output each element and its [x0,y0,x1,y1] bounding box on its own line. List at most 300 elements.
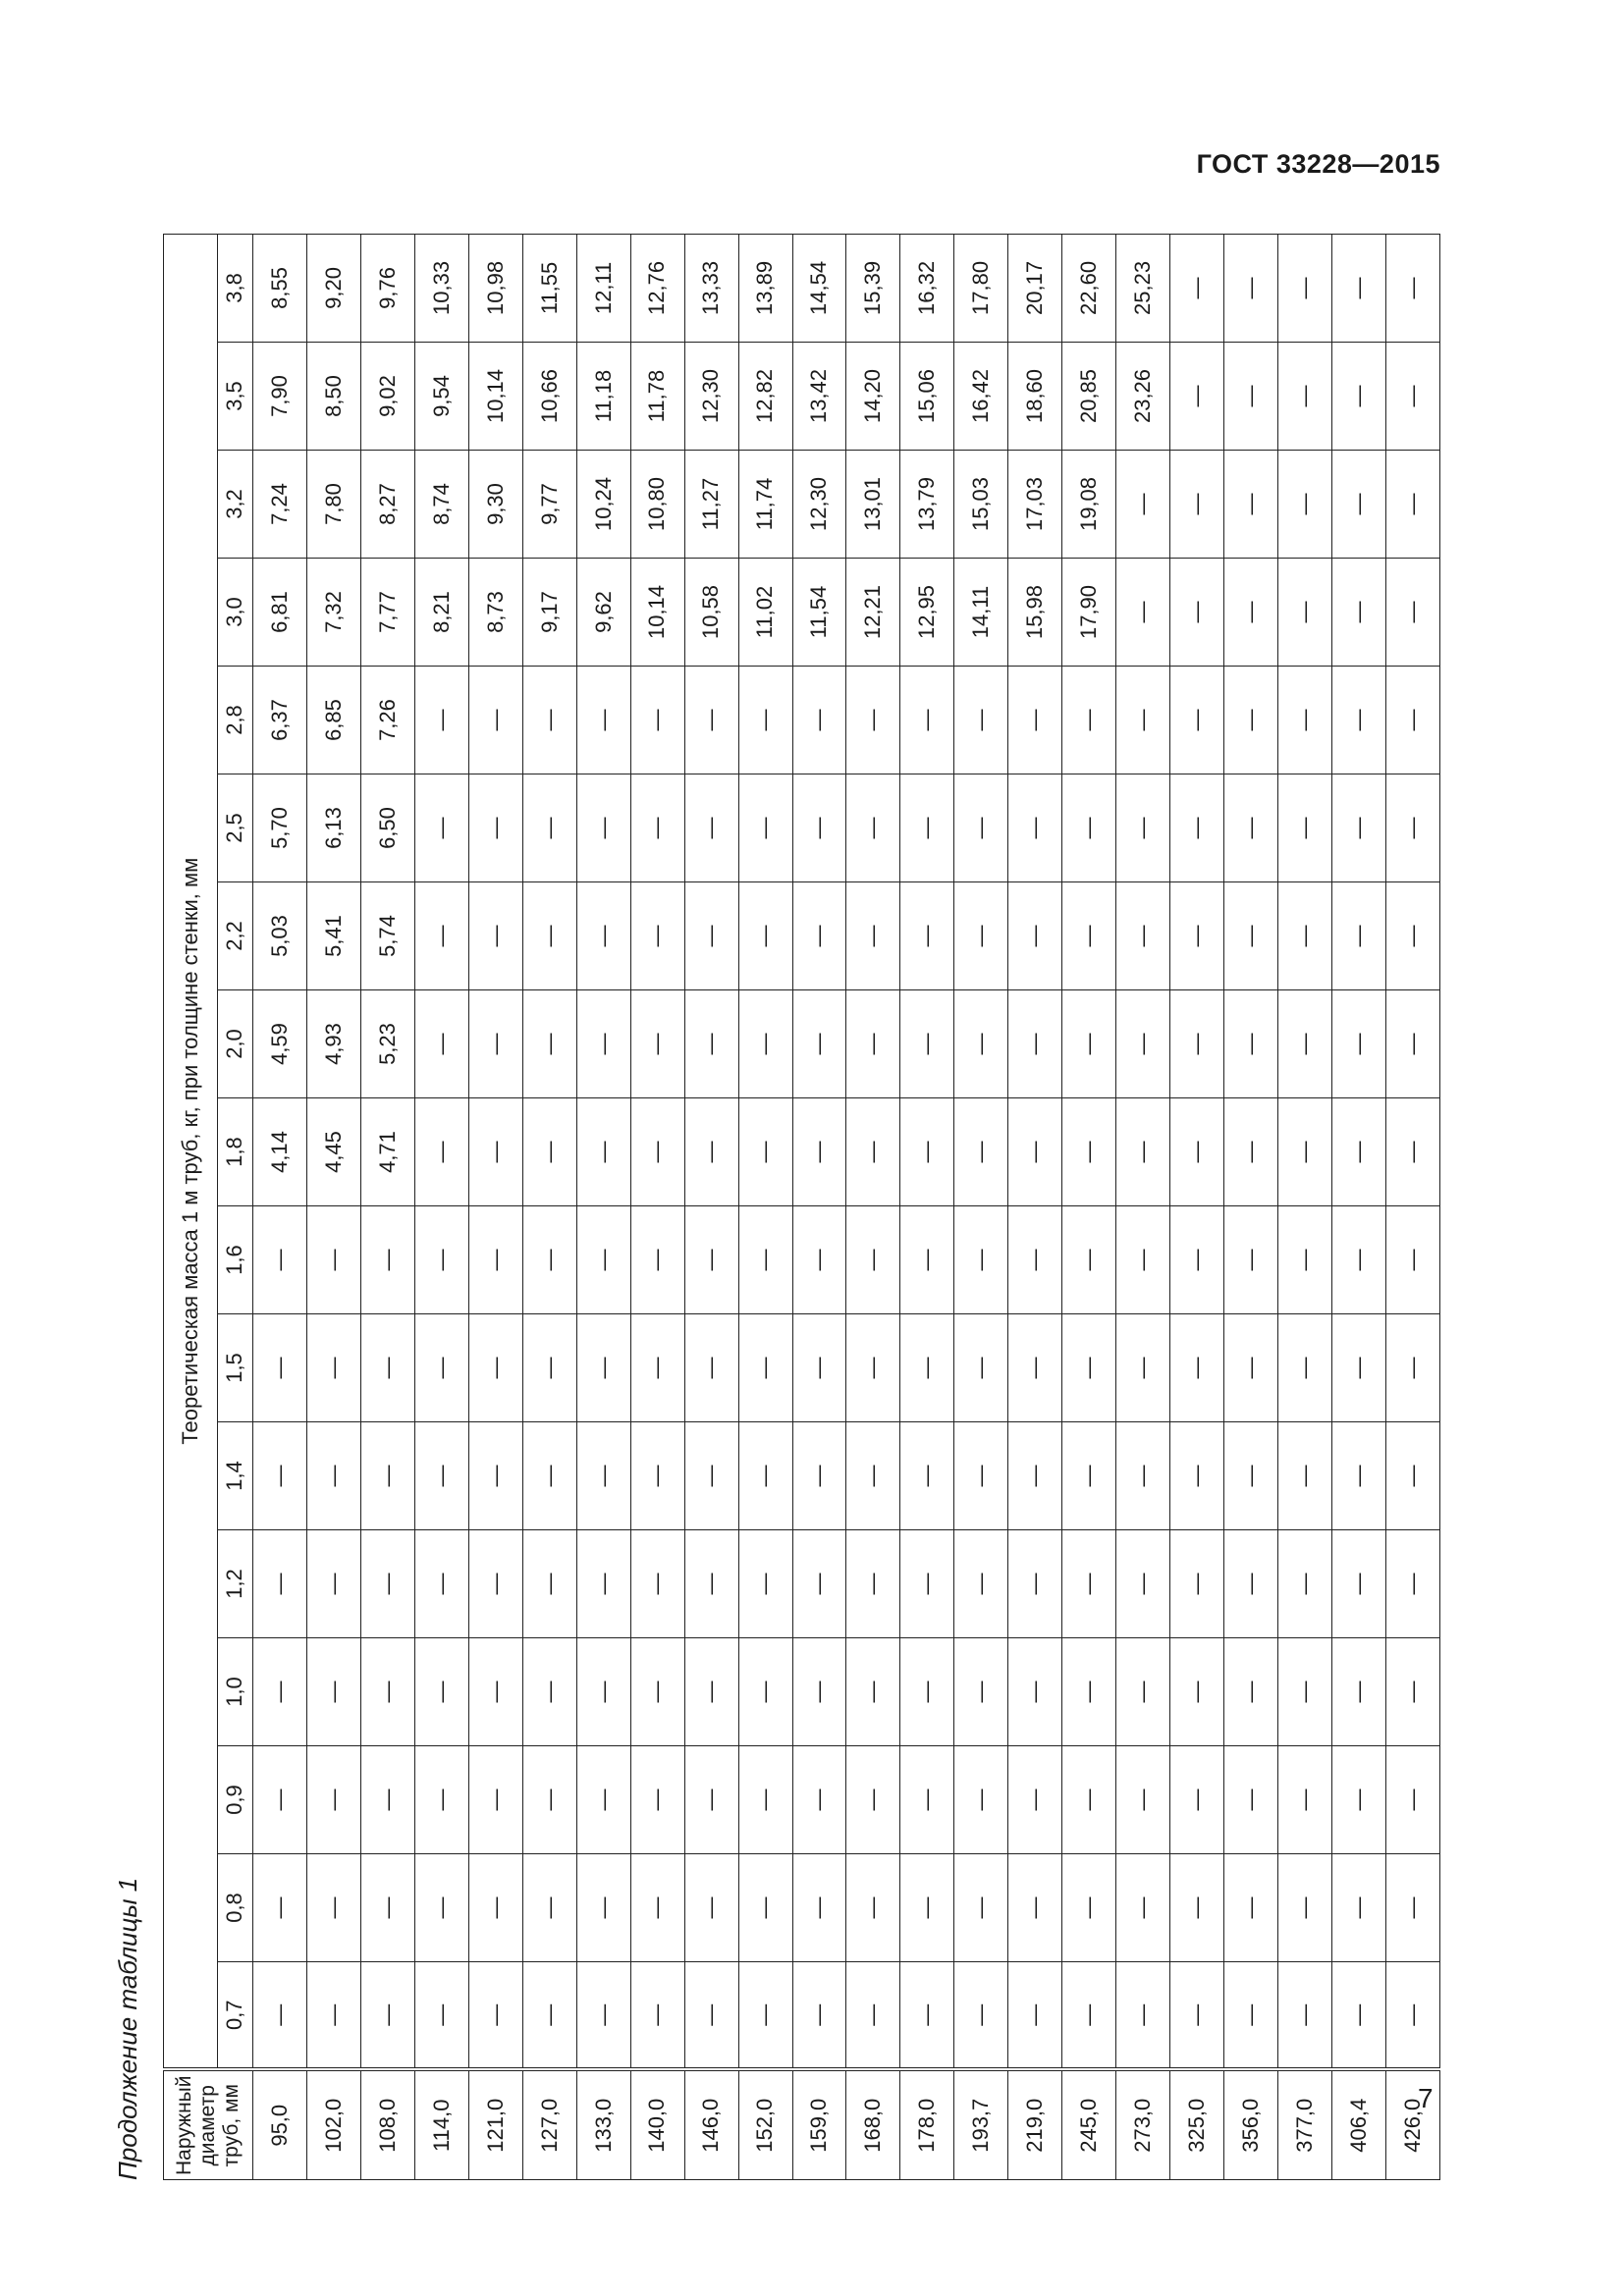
mass-cell: — [1116,1638,1170,1746]
thickness-header-cell: 1,6 [218,1206,253,1314]
diameter-cell: 108,0 [360,2070,414,2180]
thickness-header-cell: 3,8 [218,234,253,342]
mass-cell: 7,26 [360,667,414,774]
mass-cell: — [1224,667,1278,774]
mass-cell: — [1062,1962,1116,2070]
thickness-header-cell: 1,0 [218,1638,253,1746]
mass-cell: — [1170,882,1224,990]
mass-cell: — [253,1638,307,1746]
diameter-cell: 377,0 [1278,2070,1332,2180]
mass-cell: 9,77 [522,451,576,559]
mass-cell: — [1008,1746,1062,1854]
mass-cell: — [900,882,954,990]
table-row [414,234,468,2179]
diameter-cell: 114,0 [414,2070,468,2180]
thickness-header-cell: 1,8 [218,1098,253,1206]
mass-cell: — [1008,1530,1062,1638]
mass-cell: 9,76 [360,234,414,342]
mass-cell: — [1386,1206,1440,1314]
table-row [954,234,1008,2179]
mass-cell: — [1062,1422,1116,1530]
mass-cell: — [414,1098,468,1206]
table-row [1170,234,1224,2179]
mass-cell: 12,30 [684,343,738,451]
mass-cell: — [1062,1314,1116,1422]
mass-cell: — [1332,234,1386,342]
pipe-mass-table [163,234,1440,2180]
mass-cell: — [684,1098,738,1206]
mass-cell: — [954,1530,1008,1638]
mass-cell: — [522,1746,576,1854]
table-row [792,234,846,2179]
rotated-table-block [109,235,1440,2180]
mass-cell: — [1278,1422,1332,1530]
diameter-cell: 356,0 [1224,2070,1278,2180]
mass-cell: — [1170,1962,1224,2070]
mass-cell: — [1278,667,1332,774]
table-row [630,234,684,2179]
mass-cell: 14,11 [954,559,1008,667]
mass-cell: — [1008,1638,1062,1746]
mass-cell: — [1008,1422,1062,1530]
mass-cell: — [684,1530,738,1638]
diameter-cell: 152,0 [738,2070,792,2180]
mass-cell: — [253,1854,307,1962]
mass-cell: — [1170,1098,1224,1206]
diameter-cell: 245,0 [1062,2070,1116,2180]
table-row [738,234,792,2179]
mass-cell: — [900,667,954,774]
mass-cell: — [1062,1098,1116,1206]
mass-cell: — [576,774,630,882]
mass-cell: — [846,1422,900,1530]
mass-cell: 9,02 [360,343,414,451]
mass-cell: — [846,774,900,882]
mass-cell: 17,03 [1008,451,1062,559]
mass-cell: — [954,990,1008,1098]
mass-cell: — [1278,882,1332,990]
mass-cell: 8,73 [468,559,522,667]
mass-cell: — [1170,1854,1224,1962]
mass-cell: — [684,1422,738,1530]
thickness-header-cell: 3,0 [218,559,253,667]
mass-cell: — [468,1422,522,1530]
mass-cell: — [1332,990,1386,1098]
mass-cell: — [1278,990,1332,1098]
mass-cell: — [684,774,738,882]
mass-cell: — [1008,667,1062,774]
mass-cell: — [576,1098,630,1206]
mass-cell: 4,71 [360,1098,414,1206]
header-row-group [164,234,218,2179]
diameter-cell: 127,0 [522,2070,576,2180]
mass-cell: — [900,774,954,882]
mass-cell: 14,54 [792,234,846,342]
mass-cell: — [1278,1206,1332,1314]
mass-cell: — [1224,1638,1278,1746]
mass-cell: 15,06 [900,343,954,451]
mass-cell: — [306,1206,360,1314]
mass-cell: — [306,1962,360,2070]
thickness-header-cell: 2,0 [218,990,253,1098]
mass-cell: — [630,1098,684,1206]
mass-cell: 4,59 [253,990,307,1098]
diameter-cell: 95,0 [253,2070,307,2180]
mass-cell: — [1116,1854,1170,1962]
mass-cell: — [954,882,1008,990]
mass-cell: — [1332,1746,1386,1854]
mass-cell: — [738,774,792,882]
mass-cell: — [360,1530,414,1638]
mass-cell: 18,60 [1008,343,1062,451]
diameter-cell: 121,0 [468,2070,522,2180]
mass-cell: — [684,1962,738,2070]
mass-cell: — [576,1422,630,1530]
mass-cell: — [468,1854,522,1962]
mass-cell: — [414,1638,468,1746]
mass-cell: — [630,1962,684,2070]
mass-cell: — [1224,1854,1278,1962]
mass-cell: — [954,667,1008,774]
table-row [1116,234,1170,2179]
page-number: 7 [1418,2083,1434,2113]
mass-cell: 5,41 [306,882,360,990]
mass-cell: — [1116,1098,1170,1206]
mass-cell: — [1278,343,1332,451]
mass-cell: — [792,667,846,774]
mass-cell: — [1332,1638,1386,1746]
diameter-cell: 406,4 [1332,2070,1386,2180]
mass-cell: — [684,667,738,774]
mass-cell: — [738,1746,792,1854]
mass-cell: — [1008,1854,1062,1962]
diameter-cell: 325,0 [1170,2070,1224,2180]
mass-cell: — [1278,774,1332,882]
mass-cell: — [414,1746,468,1854]
mass-cell: — [522,1206,576,1314]
mass-cell: — [1224,1098,1278,1206]
mass-cell: 23,26 [1116,343,1170,451]
diameter-cell: 219,0 [1008,2070,1062,2180]
mass-cell: — [630,990,684,1098]
mass-cell: 10,14 [468,343,522,451]
mass-cell: — [1278,1746,1332,1854]
mass-cell: — [1332,559,1386,667]
mass-cell: — [1224,990,1278,1098]
mass-cell: — [738,1638,792,1746]
mass-cell: — [954,1746,1008,1854]
mass-cell: — [1224,1422,1278,1530]
mass-cell: — [576,882,630,990]
diameter-cell: 426,0 [1386,2070,1440,2180]
mass-cell: — [414,774,468,882]
mass-cell: — [1224,882,1278,990]
mass-cell: — [253,1530,307,1638]
mass-cell: 11,54 [792,559,846,667]
mass-cell: — [1008,1314,1062,1422]
mass-cell: 11,18 [576,343,630,451]
mass-cell: — [792,1854,846,1962]
mass-cell: — [468,882,522,990]
mass-cell: — [1224,1746,1278,1854]
mass-cell: — [522,1422,576,1530]
mass-cell: 11,02 [738,559,792,667]
mass-cell: — [360,1638,414,1746]
stub-header-line: труб, мм [220,2084,244,2167]
mass-cell: — [468,774,522,882]
table-row [1224,234,1278,2179]
mass-cell: — [1116,1530,1170,1638]
mass-cell: 6,81 [253,559,307,667]
table-row [684,234,738,2179]
mass-cell: — [738,1314,792,1422]
mass-cell: — [360,1314,414,1422]
mass-cell: — [253,1314,307,1422]
mass-cell: 22,60 [1062,234,1116,342]
mass-cell: — [792,1098,846,1206]
mass-cell: — [684,1854,738,1962]
mass-cell: — [846,990,900,1098]
mass-cell: — [1332,343,1386,451]
mass-cell: — [1386,343,1440,451]
mass-cell: — [1332,1962,1386,2070]
mass-cell: 6,85 [306,667,360,774]
mass-cell: 20,17 [1008,234,1062,342]
mass-cell: — [1116,882,1170,990]
mass-cell: 12,76 [630,234,684,342]
thickness-header-cell: 3,2 [218,451,253,559]
mass-cell: — [1278,1638,1332,1746]
mass-cell: — [360,1962,414,2070]
mass-cell: — [1116,1746,1170,1854]
mass-cell: — [846,1314,900,1422]
mass-cell: — [1170,234,1224,342]
mass-cell: — [414,1854,468,1962]
mass-cell: — [846,1530,900,1638]
mass-cell: — [1170,1530,1224,1638]
mass-cell: — [630,1422,684,1530]
mass-cell: — [468,1098,522,1206]
mass-cell: 9,17 [522,559,576,667]
mass-cell: — [738,1422,792,1530]
mass-cell: — [1170,451,1224,559]
table-row [360,234,414,2179]
mass-cell: — [1170,1206,1224,1314]
mass-cell: — [306,1746,360,1854]
mass-cell: — [1278,1854,1332,1962]
mass-cell: — [684,1638,738,1746]
mass-cell: — [576,1638,630,1746]
thickness-header-cell: 3,5 [218,343,253,451]
mass-cell: — [253,1422,307,1530]
mass-cell: — [1386,1962,1440,2070]
mass-cell: — [792,882,846,990]
mass-cell: — [630,1530,684,1638]
mass-cell: 10,14 [630,559,684,667]
mass-cell: — [1116,990,1170,1098]
mass-cell: — [1224,343,1278,451]
mass-cell: — [900,1422,954,1530]
mass-cell: — [522,774,576,882]
mass-cell: — [954,1854,1008,1962]
mass-cell: 16,42 [954,343,1008,451]
mass-cell: — [1332,774,1386,882]
mass-cell: — [900,1854,954,1962]
mass-cell: — [738,667,792,774]
mass-cell: — [1278,234,1332,342]
mass-cell: 7,90 [253,343,307,451]
mass-cell: 6,13 [306,774,360,882]
mass-cell: — [954,1206,1008,1314]
mass-cell: — [468,1206,522,1314]
mass-cell: 5,70 [253,774,307,882]
mass-cell: 6,37 [253,667,307,774]
mass-cell: — [1062,774,1116,882]
mass-cell: 8,21 [414,559,468,667]
mass-cell: — [1386,1746,1440,1854]
mass-cell: — [846,1746,900,1854]
mass-cell: — [1386,1638,1440,1746]
mass-cell: — [900,1098,954,1206]
mass-cell: — [900,1530,954,1638]
mass-cell: — [684,882,738,990]
mass-cell: — [1278,1098,1332,1206]
mass-cell: — [1332,667,1386,774]
mass-cell: — [360,1206,414,1314]
mass-cell: 10,98 [468,234,522,342]
mass-cell: — [306,1314,360,1422]
mass-cell: — [1170,774,1224,882]
mass-cell: 9,62 [576,559,630,667]
mass-cell: — [468,1638,522,1746]
mass-cell: — [1062,990,1116,1098]
mass-cell: 6,50 [360,774,414,882]
mass-cell: 11,55 [522,234,576,342]
table-row [846,234,900,2179]
mass-cell: — [306,1530,360,1638]
mass-cell: 10,33 [414,234,468,342]
mass-cell: — [1170,559,1224,667]
mass-cell: — [1386,667,1440,774]
mass-cell: 15,03 [954,451,1008,559]
mass-cell: — [1224,559,1278,667]
mass-cell: — [738,882,792,990]
mass-cell: — [684,990,738,1098]
mass-cell: — [846,1962,900,2070]
mass-cell: 11,27 [684,451,738,559]
mass-cell: — [846,1098,900,1206]
stub-header-line: Наружный [172,2075,195,2175]
mass-cell: 5,03 [253,882,307,990]
thickness-header-cell: 2,5 [218,774,253,882]
mass-cell: — [468,1746,522,1854]
stub-header [164,2070,253,2180]
mass-cell: — [630,882,684,990]
mass-cell: — [792,1422,846,1530]
table-row [253,234,307,2179]
mass-cell: — [1278,559,1332,667]
mass-cell: — [1170,1746,1224,1854]
table-row [468,234,522,2179]
mass-cell: 20,85 [1062,343,1116,451]
mass-cell: — [900,990,954,1098]
mass-cell: 11,78 [630,343,684,451]
document-header: ГОСТ 33228—2015 [1196,149,1440,179]
mass-cell: 7,32 [306,559,360,667]
mass-cell: — [1116,1314,1170,1422]
mass-cell: — [954,774,1008,882]
mass-cell: — [1116,774,1170,882]
mass-cell: — [738,1854,792,1962]
mass-cell: 9,30 [468,451,522,559]
diameter-cell: 133,0 [576,2070,630,2180]
mass-cell: 11,74 [738,451,792,559]
mass-cell: — [954,1638,1008,1746]
mass-cell: — [900,1962,954,2070]
mass-cell: — [1062,1530,1116,1638]
mass-cell: — [1062,1638,1116,1746]
thickness-header-row [218,234,253,2179]
mass-cell: — [1062,667,1116,774]
thickness-header-cell: 2,2 [218,882,253,990]
mass-cell: 4,14 [253,1098,307,1206]
stub-header-line: диаметр [195,2085,219,2166]
mass-cell: — [522,990,576,1098]
mass-cell: — [468,1530,522,1638]
mass-cell: — [900,1746,954,1854]
mass-cell: — [468,667,522,774]
mass-cell: 17,80 [954,234,1008,342]
mass-cell: 8,50 [306,343,360,451]
mass-cell: — [846,1854,900,1962]
mass-cell: 8,74 [414,451,468,559]
mass-cell: — [1386,1422,1440,1530]
mass-cell: — [414,1422,468,1530]
mass-cell: — [576,1530,630,1638]
table-row [1062,234,1116,2179]
mass-cell: 16,32 [900,234,954,342]
mass-cell: — [522,1854,576,1962]
mass-cell: — [1278,1314,1332,1422]
mass-cell: — [1224,1206,1278,1314]
diameter-cell: 273,0 [1116,2070,1170,2180]
mass-cell: 5,74 [360,882,414,990]
mass-cell: — [576,1854,630,1962]
mass-cell: 12,21 [846,559,900,667]
mass-cell: — [1062,882,1116,990]
mass-cell: — [846,882,900,990]
mass-cell: — [792,1638,846,1746]
mass-cell: 10,80 [630,451,684,559]
mass-cell: 8,27 [360,451,414,559]
mass-cell: — [738,990,792,1098]
mass-cell: — [792,990,846,1098]
table-row [1332,234,1386,2179]
mass-cell: — [1170,1314,1224,1422]
mass-cell: 15,98 [1008,559,1062,667]
mass-cell: — [792,1962,846,2070]
mass-cell: — [1332,1314,1386,1422]
mass-cell: — [468,1314,522,1422]
mass-cell: — [1386,882,1440,990]
thickness-header-cell: 1,5 [218,1314,253,1422]
table-row [306,234,360,2179]
mass-cell: — [468,1962,522,2070]
mass-cell: — [1116,1422,1170,1530]
mass-cell: — [1332,451,1386,559]
mass-cell: — [792,1530,846,1638]
table-row [1278,234,1332,2179]
